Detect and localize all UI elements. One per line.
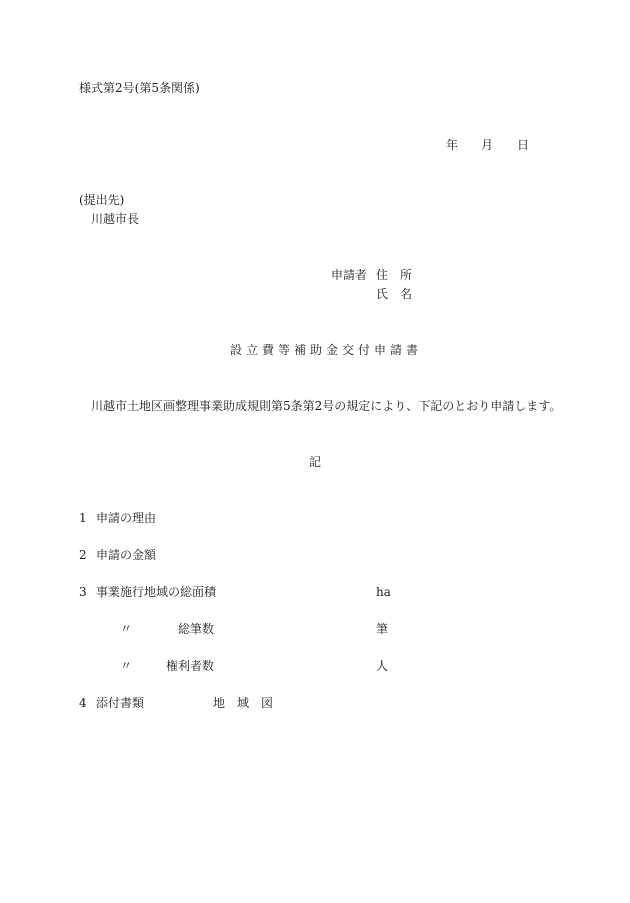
applicant-address: 住 所 bbox=[376, 268, 413, 282]
applicant-label: 申請者 bbox=[331, 268, 368, 282]
item-3-label: 事業施行地域の総面積 bbox=[96, 585, 217, 599]
item-3a-label: 総筆数 bbox=[178, 622, 215, 636]
item-3-unit: ha bbox=[376, 585, 391, 599]
item-3a-unit: 筆 bbox=[376, 622, 389, 636]
item-2-label: 申請の金額 bbox=[96, 548, 157, 562]
item-2-num: 2 bbox=[79, 548, 87, 562]
item-3-num: 3 bbox=[79, 585, 87, 599]
date-year: 年 bbox=[446, 138, 459, 152]
body-text: 川越市土地区画整理事業助成規則第5条第2号の規定により、下記のとおり申請します。 bbox=[91, 399, 562, 413]
recipient-name: 川越市長 bbox=[91, 212, 140, 226]
item-4-num: 4 bbox=[79, 696, 87, 710]
item-1-label: 申請の理由 bbox=[96, 511, 157, 525]
item-4-value: 地 域 図 bbox=[213, 696, 274, 710]
document-title: 設立費等補助金交付申請書 bbox=[230, 343, 423, 357]
date-month: 月 bbox=[481, 138, 494, 152]
date-day: 日 bbox=[517, 138, 530, 152]
ki-heading: 記 bbox=[309, 455, 322, 469]
item-3b-ditto: 〃 bbox=[120, 659, 133, 673]
applicant-name: 氏 名 bbox=[376, 287, 413, 301]
form-number: 様式第2号(第5条関係) bbox=[79, 81, 200, 95]
item-3a-ditto: 〃 bbox=[120, 622, 133, 636]
item-1-num: 1 bbox=[79, 511, 87, 525]
item-3b-unit: 人 bbox=[376, 659, 389, 673]
item-4-label: 添付書類 bbox=[96, 696, 145, 710]
recipient-label: (提出先) bbox=[79, 193, 125, 207]
item-3b-label: 権利者数 bbox=[166, 659, 215, 673]
